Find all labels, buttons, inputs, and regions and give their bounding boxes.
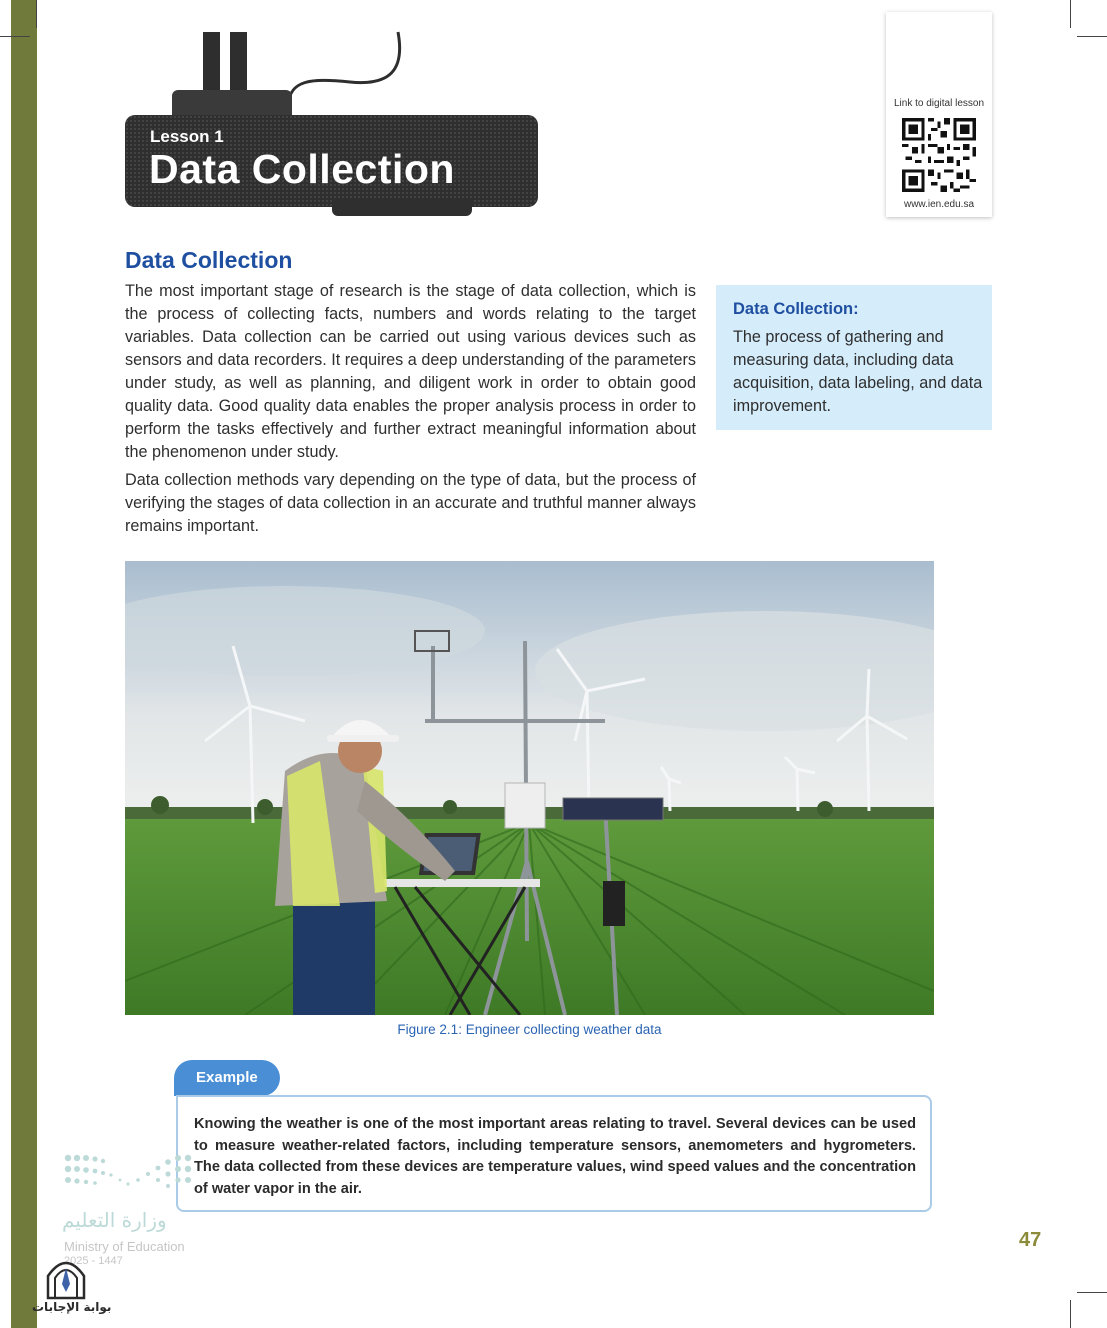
crop-mark <box>1070 1300 1071 1328</box>
example-tab: Example <box>174 1060 280 1096</box>
qr-code-icon[interactable] <box>899 115 979 195</box>
definition-body: The process of gathering and measuring data, including data acquisition, data labeling, and data improvement. <box>733 328 983 415</box>
example-box <box>176 1095 932 1212</box>
body-paragraph: The most important stage of research is the stage of data collection, which is the process of collecting facts, numbers and words relating to the target variables. Data collection can be carried out using various devices such as sensors and data recorders. It requires a deep understanding of the parameters under study, as well as planning, and diligent work in order to obtain good quality data. Good quality data enables the proper analysis process in order to perform the tasks effectively and further extract meaningful information about the phenomenon under study. <box>125 282 696 461</box>
example-text: Knowing the weather is one of the most important areas relating to travel. Several devices can be used to measure weather-related factors, including temperature sensors, anemometers and hygrometers. The data collected from these devices are temperature values, wind speed values and the concentration of water vapor in the air. <box>194 1116 916 1197</box>
body-paragraph: Data collection methods vary depending on the type of data, but the process of verifying the stages of data collection in an accurate and truthful manner always remains important. <box>125 471 696 535</box>
portal-emblem-icon <box>44 1254 88 1300</box>
banner-tab <box>332 200 472 216</box>
cable-icon <box>280 30 420 110</box>
crop-mark <box>36 0 37 28</box>
crop-mark <box>1077 1292 1107 1293</box>
engineer-weather-photo <box>125 561 934 1015</box>
definition-title: Data Collection: <box>733 300 859 318</box>
portal-name: بوابة الإجابات <box>32 1300 112 1314</box>
lesson-label: Lesson 1 <box>150 127 224 146</box>
definition-box <box>716 285 992 430</box>
crop-mark <box>0 36 30 37</box>
digital-lesson-card[interactable] <box>886 12 992 217</box>
qr-url-link[interactable]: www.ien.edu.sa <box>903 199 975 210</box>
figure-caption: Figure 2.1: Engineer collecting weather data <box>397 1022 662 1037</box>
ministry-name-arabic: وزارة التعليم <box>62 1208 167 1232</box>
page-number: 47 <box>1019 1229 1042 1251</box>
ministry-year: 2025 - 1447 <box>64 1255 123 1267</box>
page-side-bar <box>11 0 37 1328</box>
plug-prong <box>230 32 247 94</box>
qr-label: Link to digital lesson <box>893 98 985 109</box>
plug-prong <box>203 32 220 94</box>
lesson-title: Data Collection <box>149 146 455 192</box>
section-heading: Data Collection <box>125 247 293 273</box>
crop-mark <box>1070 0 1071 28</box>
ministry-name-english: Ministry of Education <box>64 1239 185 1254</box>
ministry-logo-icon <box>62 1150 202 1200</box>
crop-mark <box>1077 36 1107 37</box>
